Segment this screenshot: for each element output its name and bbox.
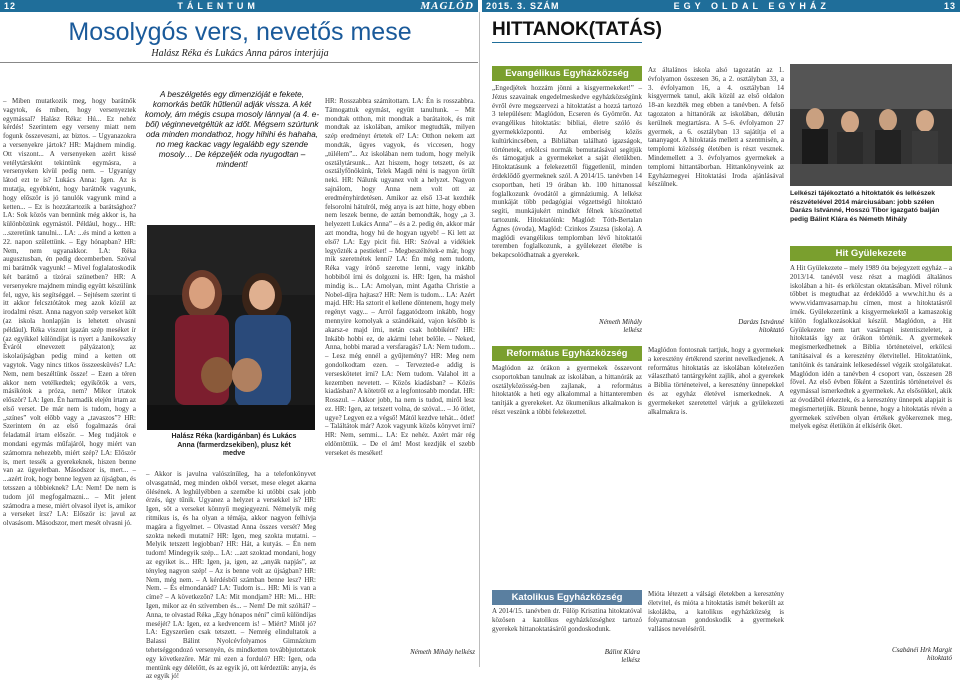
left-header-bar xyxy=(0,0,478,12)
hit-signature xyxy=(790,646,952,662)
catholic-column-signer-role: hitoktató xyxy=(759,326,784,334)
article-byline: Halász Réka és Lukács Anna páros interjúja xyxy=(151,48,329,59)
right-title-rule xyxy=(492,42,642,43)
catholic-signer: Bálint Klára xyxy=(604,648,640,656)
catholic-signer-role: lelkész xyxy=(621,656,640,664)
hit-signer-role: hitoktató xyxy=(927,654,952,662)
section-header-evangelical: Evangélikus Egyházközség xyxy=(492,66,642,81)
catholic-column-signer: Darázs Istvánné xyxy=(738,318,784,326)
evangelical-signer-role: lelkész xyxy=(623,326,642,334)
section-header-reformed: Református Egyházközség xyxy=(492,346,642,361)
section-header-catholic: Katolikus Egyházközség xyxy=(492,590,642,605)
signature-role: helkész xyxy=(454,648,475,656)
section-header-hit: Hit Gyülekezete xyxy=(790,246,952,261)
hitoktatok-photo xyxy=(790,64,952,186)
photo-illustration xyxy=(147,225,315,430)
page-fold xyxy=(479,12,480,667)
article-column-1: – Miben mutatkozik meg, hogy barátnők vagytok, és miben, hogy versenyeztek egymással? Halász Réka: Hú... Ez nehéz kérdés! Szerintem egy verseny miatt nem fogunk összeveszni, az biztos. – Ugyanazokra a versenyekre jártok? HR: Majdnem mindig. Ott viszont... A versenyeken azért kissé vetélytársként tekintünk egymásra, a versenyeken kívül pedig nem. – Ugyanígy látod ezt te is? Lukács Anna: Igen. Az is mutatja, egyébként, hogy barátnők vagyunk, hogy először is jó tanulók vagyunk mind a ketten... – Ez is hozzátartozik a barátsághoz? LA: Sok közös van bennünk még akkor is, ha különbözünk egymástól. Például, hogy... HR: ...szeretünk tanulni... LA: ...és mind a ketten a 22. napon születtünk. – Egy hónapban? HR: Nem, nem ugyanakkor. LA: Réka augusztusban, én pedig decemberben. Szóval mi barátnők vagyunk! – Mivel foglalatoskodik két barátnő a tízórai szünetben? HR: A versenyekre majdnem mindig együtt készülünk fel, ugye, kis segítséggel. – Sejtésem szerint ti itt akkor felcsztótátok meg azok közül az irodalmi részt. Anna nagyon szép verseket költ (az iskola honlapján is lehetett olvasni például). Réka viszont igazán szép meséket ír (az egyikkel különdíjat is nyert a Janikovszky Éváról elnevezett pályázaton); az iskolaújságban pedig mind a ketten ott vagytok. Vagy nincs titkos összeesküvés? LA: Nem, nem beszéltünk össze! – Ezen a téren akkor nem vetélkedtek; egyikőtök a vers, másikótok a próza, nem? Mikor írtatok először? LA: Igen. Én harmadik elején írtam az első verset. De már nem is tudom, hogy a „színes” volt előbb vagy a „tavaszos”? HR: Szerintem én az első fogalmazás órai feladatnál írtam először. – Meg tudjátok e mondani egymás műfajáról, hogy miért van számomra nehezebb, miért szép? LA: Először is, mert tessék a gyerekeknek, hiszen benne van az ügyeletban. Másodszor is, mert... – ...azért írok, hogy benne legyen az újságban, és tetsszen a többieknek? LA: Nem! De nem is tudom jól megfogalmazni... – Mit jelent számodra a mese, miért olvasol ilyet is, amikor a verseket írsz? LA: Először is: javul az olvasásom. Másodszor, mert mesét olvasni jó. xyxy=(3,97,136,528)
right-section-title: EGY OLDAL EGYHÁZ xyxy=(673,1,830,11)
evangelical-text: „Engedjétek hozzám jönni a kisgyermekeket!” – Jézus szavainak engedelmeskedve egyházközségünk évről évre megszervezi a hitoktatást a hozzá tartozó 3 településen: Maglódon, Ecseren és Gyömrőn. Az evangélikus hitoktatás: bibliai, életre szóló és gyermekközpontú. Az emberiség közös kultúrkincsében, a Bibliában található igazságok, történetek, erkölcsi normák bemutatásával segítjük és támogatjuk a gyermekeket a saját életükben. Hitoktatásunk a felekezettől függetlenül, minden érdeklődő gyermeknek szól. A 2014/15. tanévben 14 csoportban, heti 19 órában kb. 100 hittanossal foglalkozunk óvodától a gimnáziumig. A lelkész munkáját több pedagógiai végzettségű hitoktató segíti, munkájukért mindkét félnek köszönettel tartozunk. Hitoktatóink: Maglód: Tóth-Bertalan Ágnes (óvoda), Maglód: Czinkos Zsuzsa (iskola). A maglódi evangélikus templomban lévő hitoktatói teremben foglalkozunk, a gyülekezet életébe is bekapcsolódhatnak a gyerekek. xyxy=(492,84,642,260)
left-section-title: TÁLENTUM xyxy=(177,1,259,11)
catholic-signature xyxy=(570,648,640,664)
left-brand: MAGLÓD xyxy=(420,0,474,12)
reformed-column-text: Maglódon fontosnak tartjuk, hogy a gyermekek a keresztény értékrend szerint nevelkedjenek. A református hitoktatás az iskolában kötelezően választható tantárgyként zajlik, ahol a gyerekek a Biblia történeteivel, a keresztény ünnepekkel és az egyház életével ismerkednek. A gyermekeket szeretettel várjuk a gyülekezeti alkalmakra is. xyxy=(648,346,784,416)
left-page-number: 12 xyxy=(4,1,17,11)
catholic-text: A 2014/15. tanévben dr. Fülöp Krisztina hitoktatóval közösen a katolikus egyházközséghez tartozó gyerekek hittanoktatásáról gondoskodunk. xyxy=(492,607,642,633)
hit-text: A Hit Gyülekezete – mely 1989 óta bejegyzett egyház – a 2013/14. tanévtől vesz részt a maglódi általános iskolában a hit- és erkölcstan oktatásában. Mivel rólunk többet is megtudhat az érdeklődő a www.hit.hu és a www.vidamvasarnap.hu címen, most a hitoktatásról írnék. Gyülekezetünk a kisgyermekektől a kamaszokig külön foglalkozásokkal készül. Maglódon, a Hit Gyülekezete nem tart vasárnapi istentiszteletet, a hitoktatás így az órákon történik. A gyermekek megismerkedhetnek a Biblia történeteivel, erkölcsi tanításaival és a keresztény életvitellel. Hitoktatóink, tanítóink és tanáraink lelkesedéssel végzik szolgálatukat. Maglódon idén a tanévben 4 csoport van, összesen 28 fővel. Az első évben főként a Szentírás történeteivel és egymással ismerkedtek a gyermekek. Az elsősökkel, akik az óvodából érkeztek, és a keresztény ünnepek alapjait is megismertetjük. Bízunk benne, hogy a hitoktatás révén a gyermekek szívében olyan értékek gyökereznek meg, melyek egész életükön át elkísérik őket. xyxy=(790,264,952,431)
evangelical-signer: Németh Mihály xyxy=(599,318,642,326)
right-header-bar xyxy=(482,0,960,12)
group-photo-caption: Lelkészi tájékoztató a hitoktatók és lelkészek részvételével 2014 márciusában: jobb szélen Darázs Istvánné, Hosszú Tibor igazgató balján pedig Bálint Klára és Németh Mihály xyxy=(790,190,940,223)
article-column-2: – Akkor is javulna valószínűleg, ha a telefonkönyvet olvasgatnád, meg minden okból verset, mese eleget akarna ölésének. A leghülyébben a szemébe ki utóbbi csak jobb érzés, úgy tűnik. Ugyanez a helyzet a versekkel is? HR: Igen, sőt a verseket könnyű megjegyezni. Némelyik még ritmikus is, és ha olyan a témája, akkor nagyon felhívja magára a figyelmet. – Olvastad Anna összes versét? Meg szokta nekedi mutatni? HR: Igen, meg szokta mutatni. – Melyik tetszett legjobban? HR: Hát, a kutyás. – Én nem tudom! Mindegyik szép... LA: ...azt szoktad mondani, hogy az egyiket is... HR: Igen, ja, igen, az „anyák napjás”, az tényleg nagyon szép! – Az is benne volt az újságban? HR: Nem, még nem. – A kérdésből számban benne lesz? HR: Nem. – És elmondanád? LA: Tudom is... HR: Mi is van a címe? – A következőn? LA: Mit mondjam? HR: Mi... HR: Igen, mikor az én szívemben és... – Nem! De mit szóltál? – Anna, te olvastad Réka „Egy hónapos néni” című különdíjas meséjét? LA: Igen, ez a kedvencem is! – Miért? Mitől jó? LA: Egyszerűen csak tetszett. – Nemrég elindultatok a Balassi Bálint Nyolcévfolyamos Gimnázium tehetséggondozó versenyén, és mindketten továbbjutottatok egy következőre. Már mi ezen a forduló? HR: Igen, oda mentünk egy délelőtt, és az egyik jó, ott kérdeztük: anyja, és az egyik jó! xyxy=(146,470,316,681)
catholic-column-signature xyxy=(648,318,784,334)
evangelical-signature xyxy=(492,318,642,334)
title-rule xyxy=(0,62,478,63)
signature-name: Németh Mihály xyxy=(410,648,454,656)
pull-quote: A beszélgetés egy dimenzióját e fekete, komorkás betűk hűtlenül adják vissza. A két komoly, ám mégis csupa mosoly lánnyal (a 4. e-ből) véginnevetgéltük az időt. Mégsem szúrtunk oda minden mondathoz, hogy hihihi és hahaha, no meg kackac vagy legalább egy szende mosoly… De képzeljék oda nyugodtan – mindent! xyxy=(144,90,320,169)
interview-photo xyxy=(147,225,315,430)
catholic-bottom-text: Mióta létezett a válsági életekben a keresztény életvitel, és mióta a hitoktatás ismét bekerült az iskolákba, a katolikus egyházközség is folyamatosan gondoskodik a gyermekek vallásos neveléséről. xyxy=(648,590,784,634)
article-signature xyxy=(380,648,475,656)
article-title: Mosolygós vers, nevetős mese xyxy=(68,18,412,46)
hit-signer: Csabánéi Hrk Margit xyxy=(891,646,952,654)
photo-caption: Halász Réka (kardigánban) és Lukács Anna (farmerdzsekiben), plusz két medve xyxy=(171,433,297,457)
right-page-title: HITTANOK(TATÁS) xyxy=(492,19,662,40)
group-photo-illustration xyxy=(790,64,952,186)
catholic-column-text: Az általános iskola alsó tagozatán az 1. évfolyamon összesen 36, a 2. osztályban 33, a 3. évfolyamon 16, a 4. osztályban 14 kisgyermek tanul, akik közül az első oldalon 18-an kezdték meg ebben a tanévben. A felső tagozaton a hittanórák az iskolában, délután kerülnek megtartásra. A 5–6. évfolyamon 27 gyermek, a 6. osztályban 13 sajátítja el a tananyagot. A hitoktatás mellett a szentmisén, a templomi közösség életében is részt vesznek. Mindemellett a 3. évfolyamos gyermekek a templomi hittantáborban. Hittankönyveink az Egyházmegyei Hitoktatási Iroda ajánlásával készülnek. xyxy=(648,66,784,189)
reformed-text: Maglódon az órákon a gyermekek összevont csoportokban tanulnak az iskolában, a hittanórák az osztályközösség-ben zajlanak, a református hitoktatók a heti egy alkalommal a hittanteremben tanítják a gyerekeket. Az ökumenikus alkalmakon is részt veszünk a többi felekezettel. xyxy=(492,364,642,416)
right-page-number: 13 xyxy=(943,1,956,11)
article-column-3: HR: Rosszabbra számítottam. LA: Én is rosszabbra. Támogattuk egymást, együtt tanultunk. – Mit mondtak otthon, mit mondtak a barátaitok, és mit mondtak az iskolában, amikor megtudták, milyen szép eredményt értetek el? LA: Otthon nekem azt mondták, ügyes vagyok, és viccesen, hogy „túlélem”... Az iskolában nem tudom, hogy melyik osztálytársunk... Azt hiszem, hogy tetszett, és az osztályfőnökünk, Telek Magdi néni is nagyon örült neki. HR: Nálunk ugyanez volt a helyzet. Nagyon sajnálom, hogy Anna nem volt ott az eredményhirdetésen. Amikor az első 13-at kezdték felsorolni hátulról, még anya is azt hitte, hogy ebben nem leszek benne, de aztán bemondták, hogy „a 3. helyezett Lukács Anna” – és a 2. pedig én, akkor már azt mondta, hogy hú de hogyan ugyeb! – Ki lett az első? LA: Egy picit fiú. HR: Szóval a vidékiek legyőzték a pestieket! – Megbeszéltétek-e már, hogy mik szeretnétek lenni? LA: Én még nem tudom, Réka vagy írónő szeretne lenni, vagy inkább hobbiból írni és dolgozni is. HR: Igen, ha máshol mindig is... LA: Amolyan, mint Agatha Christie a Nobel-díjra hajtasz? HR: Nem is tudom... LA: Azért majd. HR: Ha sztorit el kellene döntenem, hogy mely regényt vagy... – Arról faggatódzom inkább, hogy mennyire komolyak a szándékaid, vajon később is akarsz-e majd írni, netán csak hobbiként? HR: Inkább hobbi ez, de akármi lehet belőle. – Neked, Anna, hobbi marad a versfaragás? LA: Nem tudom... – Lesz még ennél a gyűjtemény? HR: Meg nem gondolkodtam ezen. – Tervezted-e addig is verseskötetet írni? LA: Nem tudom. Valahol itt a kezemben nevetett. – Közös kiadásban? – Közös kiadásban? A kötetről ez a legfontosabb mondat. HR: Rosszul. – Akkor jobb, ha nem is tudod, miről lesz ez. HR: Igen, az tetszett volna, de szóval... – Jó ötlet, ugye? Legyen ez a végső! Mától kezdve tehát... ötlet! – Találtátok már? Azok vagyunk közös könyvet írni? HR: Nem, semmi... LA: Ez nehéz. Azért már rég eldöntöttük. – De el ám! Most kezdjük el szebb verseket és meséket! xyxy=(325,97,475,457)
right-issue-date: 2015. 3. SZÁM xyxy=(486,1,560,11)
